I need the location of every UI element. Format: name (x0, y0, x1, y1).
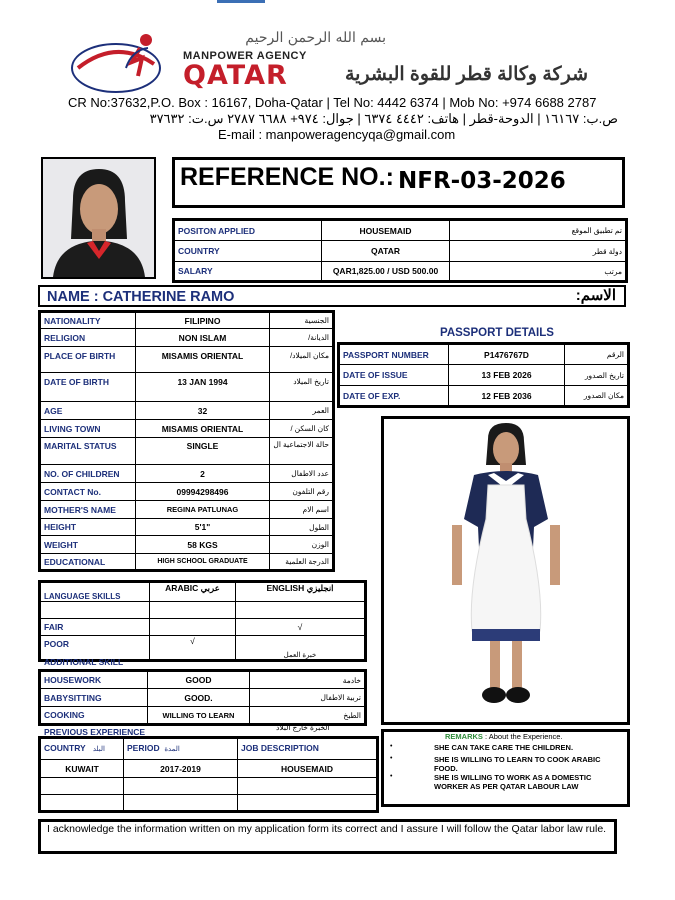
field-label: RELIGION (40, 329, 136, 347)
passport-value: P1476767D (449, 344, 565, 365)
arabic-mark: √ (150, 636, 236, 661)
field-label-arabic: اسم الام (270, 501, 334, 519)
brand-subtitle: MANPOWER AGENCY (183, 50, 307, 62)
personal-row (40, 536, 334, 554)
reference-number: NFR-03-2026 (398, 168, 566, 194)
field-value: REGINA PATLUNAG (136, 501, 270, 519)
arabic-column-header: ARABIC عربي (150, 582, 236, 602)
field-label: NATIONALITY (40, 312, 136, 329)
field-value: MISAMIS ORIENTAL (136, 420, 270, 438)
passport-row (339, 386, 629, 407)
contact-line-english: CR No:37632,P.O. Box : 16167, Doha-Qatar | Tel No: 4442 6374 | Mob No: +974 6688 2787 (68, 95, 597, 110)
skill-label-arabic: خادمة (250, 671, 366, 689)
bullet-icon: • (390, 773, 393, 780)
english-mark: √ (236, 619, 366, 636)
job-row (174, 241, 627, 262)
passport-label: DATE OF ISSUE (339, 365, 449, 386)
period-header-arabic: المدة (164, 746, 180, 753)
personal-row (40, 519, 334, 536)
passport-label: PASSPORT NUMBER (339, 344, 449, 365)
field-label-arabic: الديانة/ (270, 329, 334, 347)
personal-row (40, 402, 334, 420)
field-value: 2 (136, 465, 270, 483)
personal-row (40, 554, 334, 571)
personal-row (40, 420, 334, 438)
job-label: COUNTRY (174, 241, 322, 262)
passport-label: DATE OF EXP. (339, 386, 449, 407)
experience-row (40, 760, 378, 778)
field-label-arabic: مكان الميلاد/ (270, 347, 334, 373)
field-value: 58 KGS (136, 536, 270, 554)
personal-row (40, 373, 334, 402)
remarks-title-rest: : About the Experience. (482, 732, 563, 741)
field-label: WEIGHT (40, 536, 136, 554)
contact-line-arabic: ص.ب: ١٦١٦٧ | الدوحة-قطر | هاتف: ٤٤٤٢ ٦٣٧٤ | جوال: ٩٧٤+ ٦٦٨٨ ٢٧٨٧ س.ت: ٣٧٦٣٢ (149, 111, 618, 126)
skill-row (40, 689, 366, 707)
skill-value: WILLING TO LEARN (148, 707, 250, 725)
field-label-arabic: العمر (270, 402, 334, 420)
job-label-arabic: مرتب (450, 262, 627, 282)
top-accent-bar (217, 0, 265, 3)
language-level: POOR (40, 636, 150, 661)
passport-row (339, 344, 629, 365)
skill-label: COOKING (40, 707, 148, 725)
country-header (40, 738, 124, 760)
experience-table (38, 736, 379, 813)
skill-value: GOOD. (148, 689, 250, 707)
field-value: 13 JAN 1994 (136, 373, 270, 402)
experience-period: 2017-2019 (124, 760, 238, 778)
skill-row (40, 707, 366, 725)
passport-details-title: PASSPORT DETAILS (440, 327, 554, 339)
personal-row (40, 465, 334, 483)
field-label: PLACE OF BIRTH (40, 347, 136, 373)
job-value: QATAR (322, 241, 450, 262)
personal-row (40, 483, 334, 501)
language-skills-table (38, 580, 367, 662)
field-label-arabic: كان السكن / (270, 420, 334, 438)
field-label-arabic: الوزن (270, 536, 334, 554)
skill-value: GOOD (148, 671, 250, 689)
email-line: E-mail : manpoweragencyqa@gmail.com (218, 127, 456, 142)
agency-logo (68, 28, 178, 98)
arabic-mark (150, 619, 236, 636)
field-label-arabic: الطول (270, 519, 334, 536)
field-label-arabic: حالة الاجتماعية ال (270, 438, 334, 465)
field-label: CONTACT No. (40, 483, 136, 501)
period-header-label: PERIOD (127, 743, 160, 753)
work-experience-arabic: خبرة العمل (236, 636, 366, 661)
field-value: 32 (136, 402, 270, 420)
additional-skills-table (38, 669, 367, 726)
job-row (174, 262, 627, 282)
language-skills-label: LANGUAGE SKILLS (40, 582, 150, 602)
reference-label: REFERENCE NO.: (180, 163, 394, 191)
personal-row (40, 347, 334, 373)
bullet-icon: • (390, 755, 393, 762)
personal-details-table (38, 310, 335, 572)
field-value: NON ISLAM (136, 329, 270, 347)
field-label: LIVING TOWN (40, 420, 136, 438)
field-label: HEIGHT (40, 519, 136, 536)
passport-label-arabic: تاريخ الصدور (565, 365, 629, 386)
skill-label: BABYSITTING (40, 689, 148, 707)
remark-item: SHE CAN TAKE CARE THE CHILDREN. (434, 743, 574, 752)
field-label: AGE (40, 402, 136, 420)
country-header-arabic: البلد (92, 746, 105, 753)
remarks-title-bold: REMARKS (445, 732, 483, 741)
acknowledgement-text (47, 823, 627, 836)
field-label-arabic: الجنسية (270, 312, 334, 329)
field-value: FILIPINO (136, 312, 270, 329)
passport-row (339, 365, 629, 386)
passport-value: 13 FEB 2026 (449, 365, 565, 386)
applicant-passport-photo (41, 157, 156, 279)
period-header (124, 738, 238, 760)
remarks-title (445, 732, 563, 741)
job-value: QAR1,825.00 / USD 500.00 (322, 262, 450, 282)
personal-row (40, 438, 334, 465)
field-label-arabic: عدد الاطفال (270, 465, 334, 483)
job-label: POSITON APPLIED (174, 220, 322, 241)
personal-row (40, 312, 334, 329)
previous-experience-title: PREVIOUS EXPERIENCE (44, 727, 146, 737)
personal-row (40, 329, 334, 347)
field-value: HIGH SCHOOL GRADUATE (136, 554, 270, 571)
bullet-icon: • (390, 743, 393, 750)
passport-label-arabic: الرقم (565, 344, 629, 365)
passport-label-arabic: مكان الصدور (565, 386, 629, 407)
additional-skill-title: ADDITIONAL SKILL (44, 657, 124, 667)
job-label-arabic: دولة قطر (450, 241, 627, 262)
field-value: 09994298496 (136, 483, 270, 501)
brand-name: QATAR (183, 60, 288, 91)
field-value: 5'1" (136, 519, 270, 536)
remark-item: SHE IS WILLING TO LEARN TO COOK ARABIC FOOD. (434, 755, 601, 773)
field-label: MARITAL STATUS (40, 438, 136, 465)
skill-row (40, 671, 366, 689)
job-table (172, 218, 628, 283)
language-header-row (40, 582, 366, 602)
field-label: EDUCATIONAL (40, 554, 136, 571)
job-description-header: JOB DESCRIPTION (238, 738, 378, 760)
experience-empty-row (40, 795, 378, 812)
experience-header-row (40, 738, 378, 760)
field-value: MISAMIS ORIENTAL (136, 347, 270, 373)
remark-item: SHE IS WILLING TO WORK AS A DOMESTIC WORKER AS PER QATAR LABOUR LAW (434, 773, 592, 791)
field-label: MOTHER'S NAME (40, 501, 136, 519)
previous-experience-title-arabic: الخبرة خارج البلاد (276, 723, 330, 732)
passport-value: 12 FEB 2036 (449, 386, 565, 407)
language-row (40, 619, 366, 636)
field-label: DATE OF BIRTH (40, 373, 136, 402)
experience-country: KUWAIT (40, 760, 124, 778)
english-column-header: ENGLISH انجليزي (236, 582, 366, 602)
job-label: SALARY (174, 262, 322, 282)
job-value: HOUSEMAID (322, 220, 450, 241)
personal-row (40, 501, 334, 519)
applicant-name: NAME : CATHERINE RAMO (47, 289, 235, 305)
experience-job: HOUSEMAID (238, 760, 378, 778)
name-label-arabic: الاسم: (575, 287, 616, 304)
skill-label: HOUSEWORK (40, 671, 148, 689)
field-label-arabic: رقم التلفون (270, 483, 334, 501)
field-label-arabic: الدرجة العلمية (270, 554, 334, 571)
skill-label-arabic: الطبخ (250, 707, 366, 725)
job-row (174, 220, 627, 241)
experience-empty-row (40, 778, 378, 795)
brand-arabic-name: شركة وكالة قطر للقوة البشرية (344, 64, 588, 85)
passport-table (337, 342, 630, 408)
country-header-label: COUNTRY (44, 743, 86, 753)
skill-label-arabic: تربية الاطفال (250, 689, 366, 707)
language-level: FAIR (40, 619, 150, 636)
job-label-arabic: تم تطبيق الموقع (450, 220, 627, 241)
acknowledgement-sentence: I acknowledge the information written on my application form its correct and I assure I will follow the Qatar labor law rule. (47, 823, 607, 835)
field-label: NO. OF CHILDREN (40, 465, 136, 483)
bismillah-calligraphy: بسم الله الرحمن الرحيم (245, 30, 386, 46)
field-value: SINGLE (136, 438, 270, 465)
field-label-arabic: تاريخ الميلاد (270, 373, 334, 402)
applicant-full-body-photo (381, 416, 630, 725)
language-spacer-row (40, 602, 366, 619)
